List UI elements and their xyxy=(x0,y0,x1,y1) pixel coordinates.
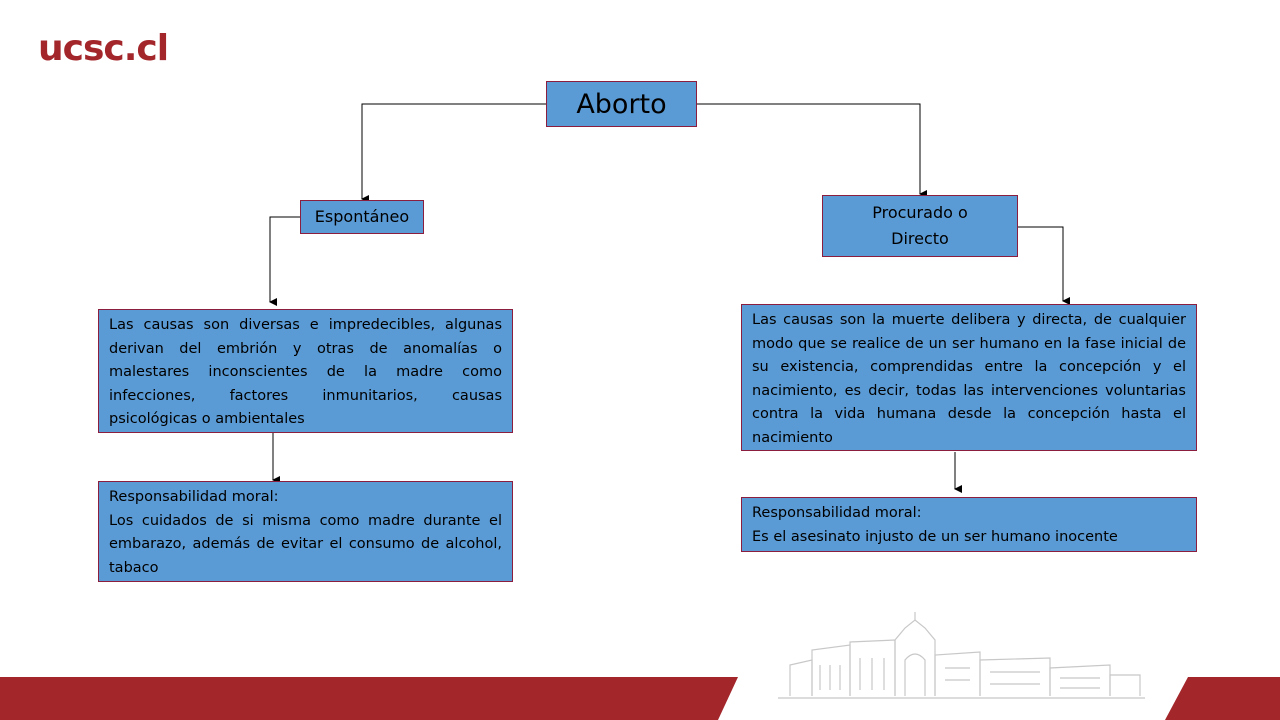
node-espontaneo-label: Espontáneo xyxy=(314,207,410,226)
footer-band-left xyxy=(0,677,738,720)
right-causes-text: Las causas son la muerte delibera y directa, de cualquier modo que se realice de un ser humano en la fase inicial de su existencia, comprendidas entre la concepción y el nacimiento, es decir, todas las intervenciones voluntarias contra la vida humana desde la concepción hasta el nacimiento xyxy=(752,312,1186,446)
node-aborto-label: Aborto xyxy=(576,88,667,120)
left-causes-text: Las causas son diversas e impredecibles, algunas derivan del embrión y otras de anomalías o malestares inconscientes de la madre como infecciones, factores inmunitarios, causas psicológicas o ambientales xyxy=(109,317,502,427)
right-responsibility-heading: Responsabilidad moral: xyxy=(752,505,922,521)
campus-building-sketch-icon xyxy=(778,612,1145,698)
right-responsibility-text: Es el asesinato injusto de un ser humano inocente xyxy=(752,528,1118,545)
node-procurado-label-line1: Procurado o xyxy=(872,203,968,222)
node-procurado-label-line2: Directo xyxy=(891,229,949,248)
ucsc-logo: ucsc.cl xyxy=(38,28,169,69)
left-responsibility-text: Los cuidados de si misma como madre durante el embarazo, además de evitar el consumo de alcohol, tabaco xyxy=(109,512,502,576)
footer-band-right xyxy=(1165,677,1280,720)
left-responsibility-heading: Responsabilidad moral: xyxy=(109,489,279,505)
